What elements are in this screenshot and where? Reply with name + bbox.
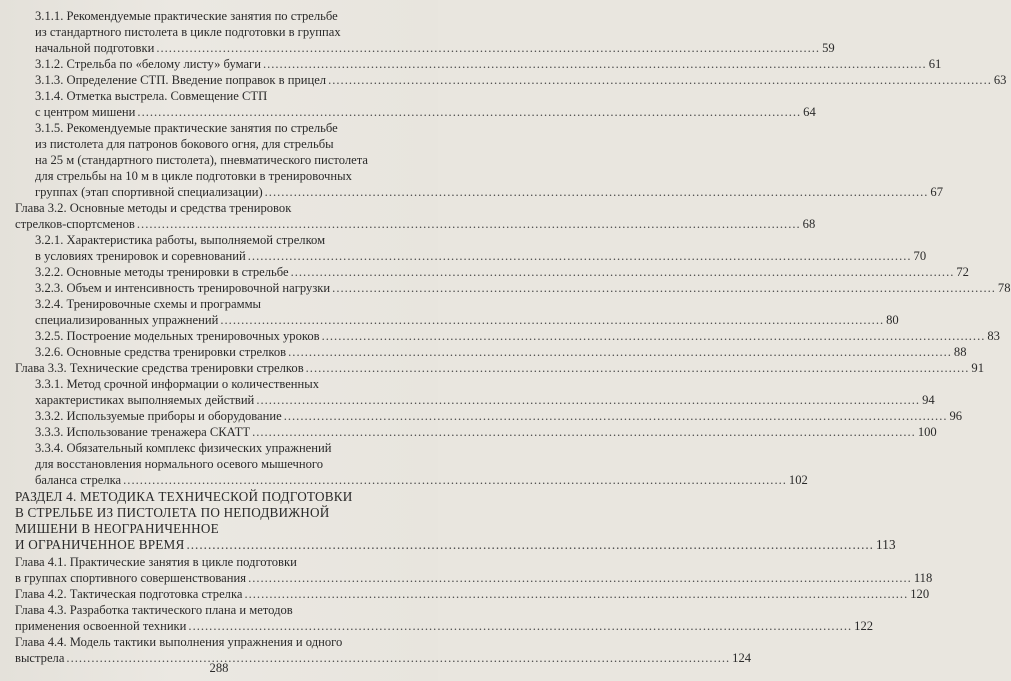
toc-page-number: 78 [997, 281, 1011, 295]
toc-entry-title: в условиях тренировок и соревнований [35, 249, 246, 263]
toc-line: 3.3.4. Обязательный комплекс физических упражнений [35, 441, 332, 455]
toc-leader-dots: ................................................................................................................................................................ [136, 217, 801, 231]
toc-entry-title: 3.2.6. Основные средства тренировки стрелков [35, 345, 287, 359]
toc-page-number: 83 [987, 329, 1000, 343]
toc-line: Глава 3.2. Основные методы и средства тренировок [15, 201, 292, 215]
toc-leader-dots: ................................................................................................................................................................ [156, 41, 821, 55]
toc-page-number: 59 [822, 41, 835, 55]
toc-entry-title: 3.2.5. Построение модельных тренировочных уроков [35, 329, 320, 343]
toc-line: 3.1.4. Отметка выстрела. Совмещение СТП [35, 89, 268, 103]
toc-line [35, 472, 808, 488]
toc-page-number: 72 [956, 265, 969, 279]
toc-page-number: 96 [949, 409, 963, 423]
toc-line [35, 280, 1011, 296]
toc-entry-title: 3.1.3. Определение СТП. Введение поправок в прицел [35, 73, 327, 87]
toc-leader-dots: ................................................................................................................................................................ [256, 393, 921, 407]
toc-line [15, 360, 984, 376]
toc-line [35, 328, 1000, 344]
toc-line [35, 56, 942, 72]
toc-entry-title: И ОГРАНИЧЕННОЕ ВРЕМЯ [15, 537, 185, 552]
toc-line: Глава 4.4. Модель тактики выполнения упражнения и одного [15, 635, 343, 649]
toc-page-number: 120 [910, 587, 930, 601]
toc-page-number: 68 [802, 217, 816, 231]
toc-leader-dots: ................................................................................................................................................................ [220, 313, 885, 327]
toc-line [35, 392, 935, 408]
toc-leader-dots: ................................................................................................................................................................ [305, 361, 970, 375]
toc-leader-dots: ................................................................................................................................................................ [66, 651, 731, 665]
toc-line [35, 424, 937, 440]
toc-section-line: МИШЕНИ В НЕОГРАНИЧЕННОЕ [15, 521, 219, 536]
toc-line [35, 312, 899, 328]
toc-entry-title: начальной подготовки [35, 41, 155, 55]
toc-leader-dots: ................................................................................................................................................................ [244, 587, 909, 601]
toc-entry-title: выстрела [15, 651, 65, 665]
toc-leader-dots: ................................................................................................................................................................ [248, 571, 912, 585]
toc-entry-title: баланса стрелка [35, 473, 122, 487]
toc-page-number: 80 [886, 313, 899, 327]
toc-leader-dots: ................................................................................................................................................................ [288, 345, 952, 359]
toc-line: для восстановления нормального осевого мышечного [35, 457, 324, 471]
toc-entry-title: 3.3.3. Использование тренажера СКАТТ [35, 425, 251, 439]
toc-page-number: 118 [913, 571, 933, 585]
toc-entry-title: 3.3.2. Используемые приборы и оборудование [35, 409, 282, 423]
toc-page-number: 88 [953, 345, 967, 359]
toc-page-number: 63 [993, 73, 1007, 87]
toc-entry-title: характеристиках выполняемых действий [35, 393, 255, 407]
toc-leader-dots: ................................................................................................................................................................ [290, 265, 955, 279]
toc-leader-dots: ................................................................................................................................................................ [252, 425, 916, 439]
page-number: 288 [209, 661, 229, 675]
toc-page-number: 113 [875, 537, 896, 552]
toc-line [35, 264, 969, 280]
toc-line: для стрельбы на 10 м в цикле подготовки в тренировочных [35, 169, 352, 183]
toc-leader-dots: ................................................................................................................................................................ [262, 57, 927, 71]
toc-entry-title: Глава 4.2. Тактическая подготовка стрелка [15, 587, 243, 601]
toc-leader-dots: ................................................................................................................................................................ [247, 249, 912, 263]
toc-line [35, 72, 1007, 88]
toc-entry-title: применения освоенной техники [15, 619, 187, 633]
toc-line: 3.3.1. Метод срочной информации о количественных [35, 377, 320, 391]
toc-entry-title: 3.2.3. Объем и интенсивность тренировочной нагрузки [35, 281, 331, 295]
toc-line: Глава 4.1. Практические занятия в цикле подготовки [15, 555, 297, 569]
toc-leader-dots: ................................................................................................................................................................ [332, 281, 996, 295]
toc-leader-dots: ................................................................................................................................................................ [321, 329, 986, 343]
toc-section-line: В СТРЕЛЬБЕ ИЗ ПИСТОЛЕТА ПО НЕПОДВИЖНОЙ [15, 505, 330, 520]
toc-line: 3.1.1. Рекомендуемые практические занятия по стрельбе [35, 9, 338, 23]
toc-line [35, 248, 927, 264]
toc-page-number: 100 [917, 425, 937, 439]
toc-leader-dots: ................................................................................................................................................................ [188, 619, 853, 633]
toc-entry-title: 3.1.2. Стрельба по «белому листу» бумаги [35, 57, 261, 71]
toc-line [35, 344, 967, 360]
toc-leader-dots: ................................................................................................................................................................ [186, 537, 874, 552]
toc-line: 3.1.5. Рекомендуемые практические занятия по стрельбе [35, 121, 338, 135]
toc-line: на 25 м (стандартного пистолета), пневматического пистолета [35, 153, 368, 167]
toc-entry-title: 3.2.2. Основные методы тренировки в стрельбе [35, 265, 289, 279]
toc-line [15, 586, 930, 602]
toc-page-number: 102 [788, 473, 808, 487]
toc-page-number: 122 [854, 619, 874, 633]
toc-page-number: 67 [930, 185, 943, 199]
toc-line: 3.2.4. Тренировочные схемы и программы [35, 297, 262, 311]
toc-entry-title: в группах спортивного совершенствования [15, 571, 247, 585]
toc-leader-dots: ................................................................................................................................................................ [264, 185, 929, 199]
toc-leader-dots: ................................................................................................................................................................ [328, 73, 992, 87]
toc-entry-title: группах (этап спортивной специализации) [35, 185, 263, 199]
toc-line: из стандартного пистолета в цикле подготовки в группах [35, 25, 341, 39]
toc-page-number: 61 [928, 57, 942, 71]
toc-leader-dots: ................................................................................................................................................................ [283, 409, 948, 423]
toc-line [35, 40, 835, 56]
toc-entry-title: специализированных упражнений [35, 313, 219, 327]
toc-page-number: 94 [922, 393, 935, 407]
toc-line [35, 104, 816, 120]
toc-page-number: 64 [803, 105, 816, 119]
toc-entry-title: Глава 3.3. Технические средства тренировки стрелков [15, 361, 304, 375]
toc-entry-title: стрелков-спортсменов [15, 217, 135, 231]
toc-section-line [15, 537, 896, 553]
toc-line [15, 216, 816, 232]
toc-line [35, 408, 963, 424]
toc-leader-dots: ................................................................................................................................................................ [123, 473, 787, 487]
toc-page-number: 91 [971, 361, 984, 375]
toc-line: из пистолета для патронов бокового огня, для стрельбы [35, 137, 334, 151]
toc-section-line: РАЗДЕЛ 4. МЕТОДИКА ТЕХНИЧЕСКОЙ ПОДГОТОВКИ [15, 489, 353, 504]
toc-page-number: 70 [913, 249, 927, 263]
toc-entry-title: с центром мишени [35, 105, 136, 119]
toc-page-number: 124 [732, 651, 752, 665]
toc-line [15, 570, 933, 586]
toc-leader-dots: ................................................................................................................................................................ [137, 105, 802, 119]
toc-line: Глава 4.3. Разработка тактического плана и методов [15, 603, 293, 617]
toc-line [15, 618, 874, 634]
toc-line: 3.2.1. Характеристика работы, выполняемой стрелком [35, 233, 326, 247]
toc-line [35, 184, 943, 200]
